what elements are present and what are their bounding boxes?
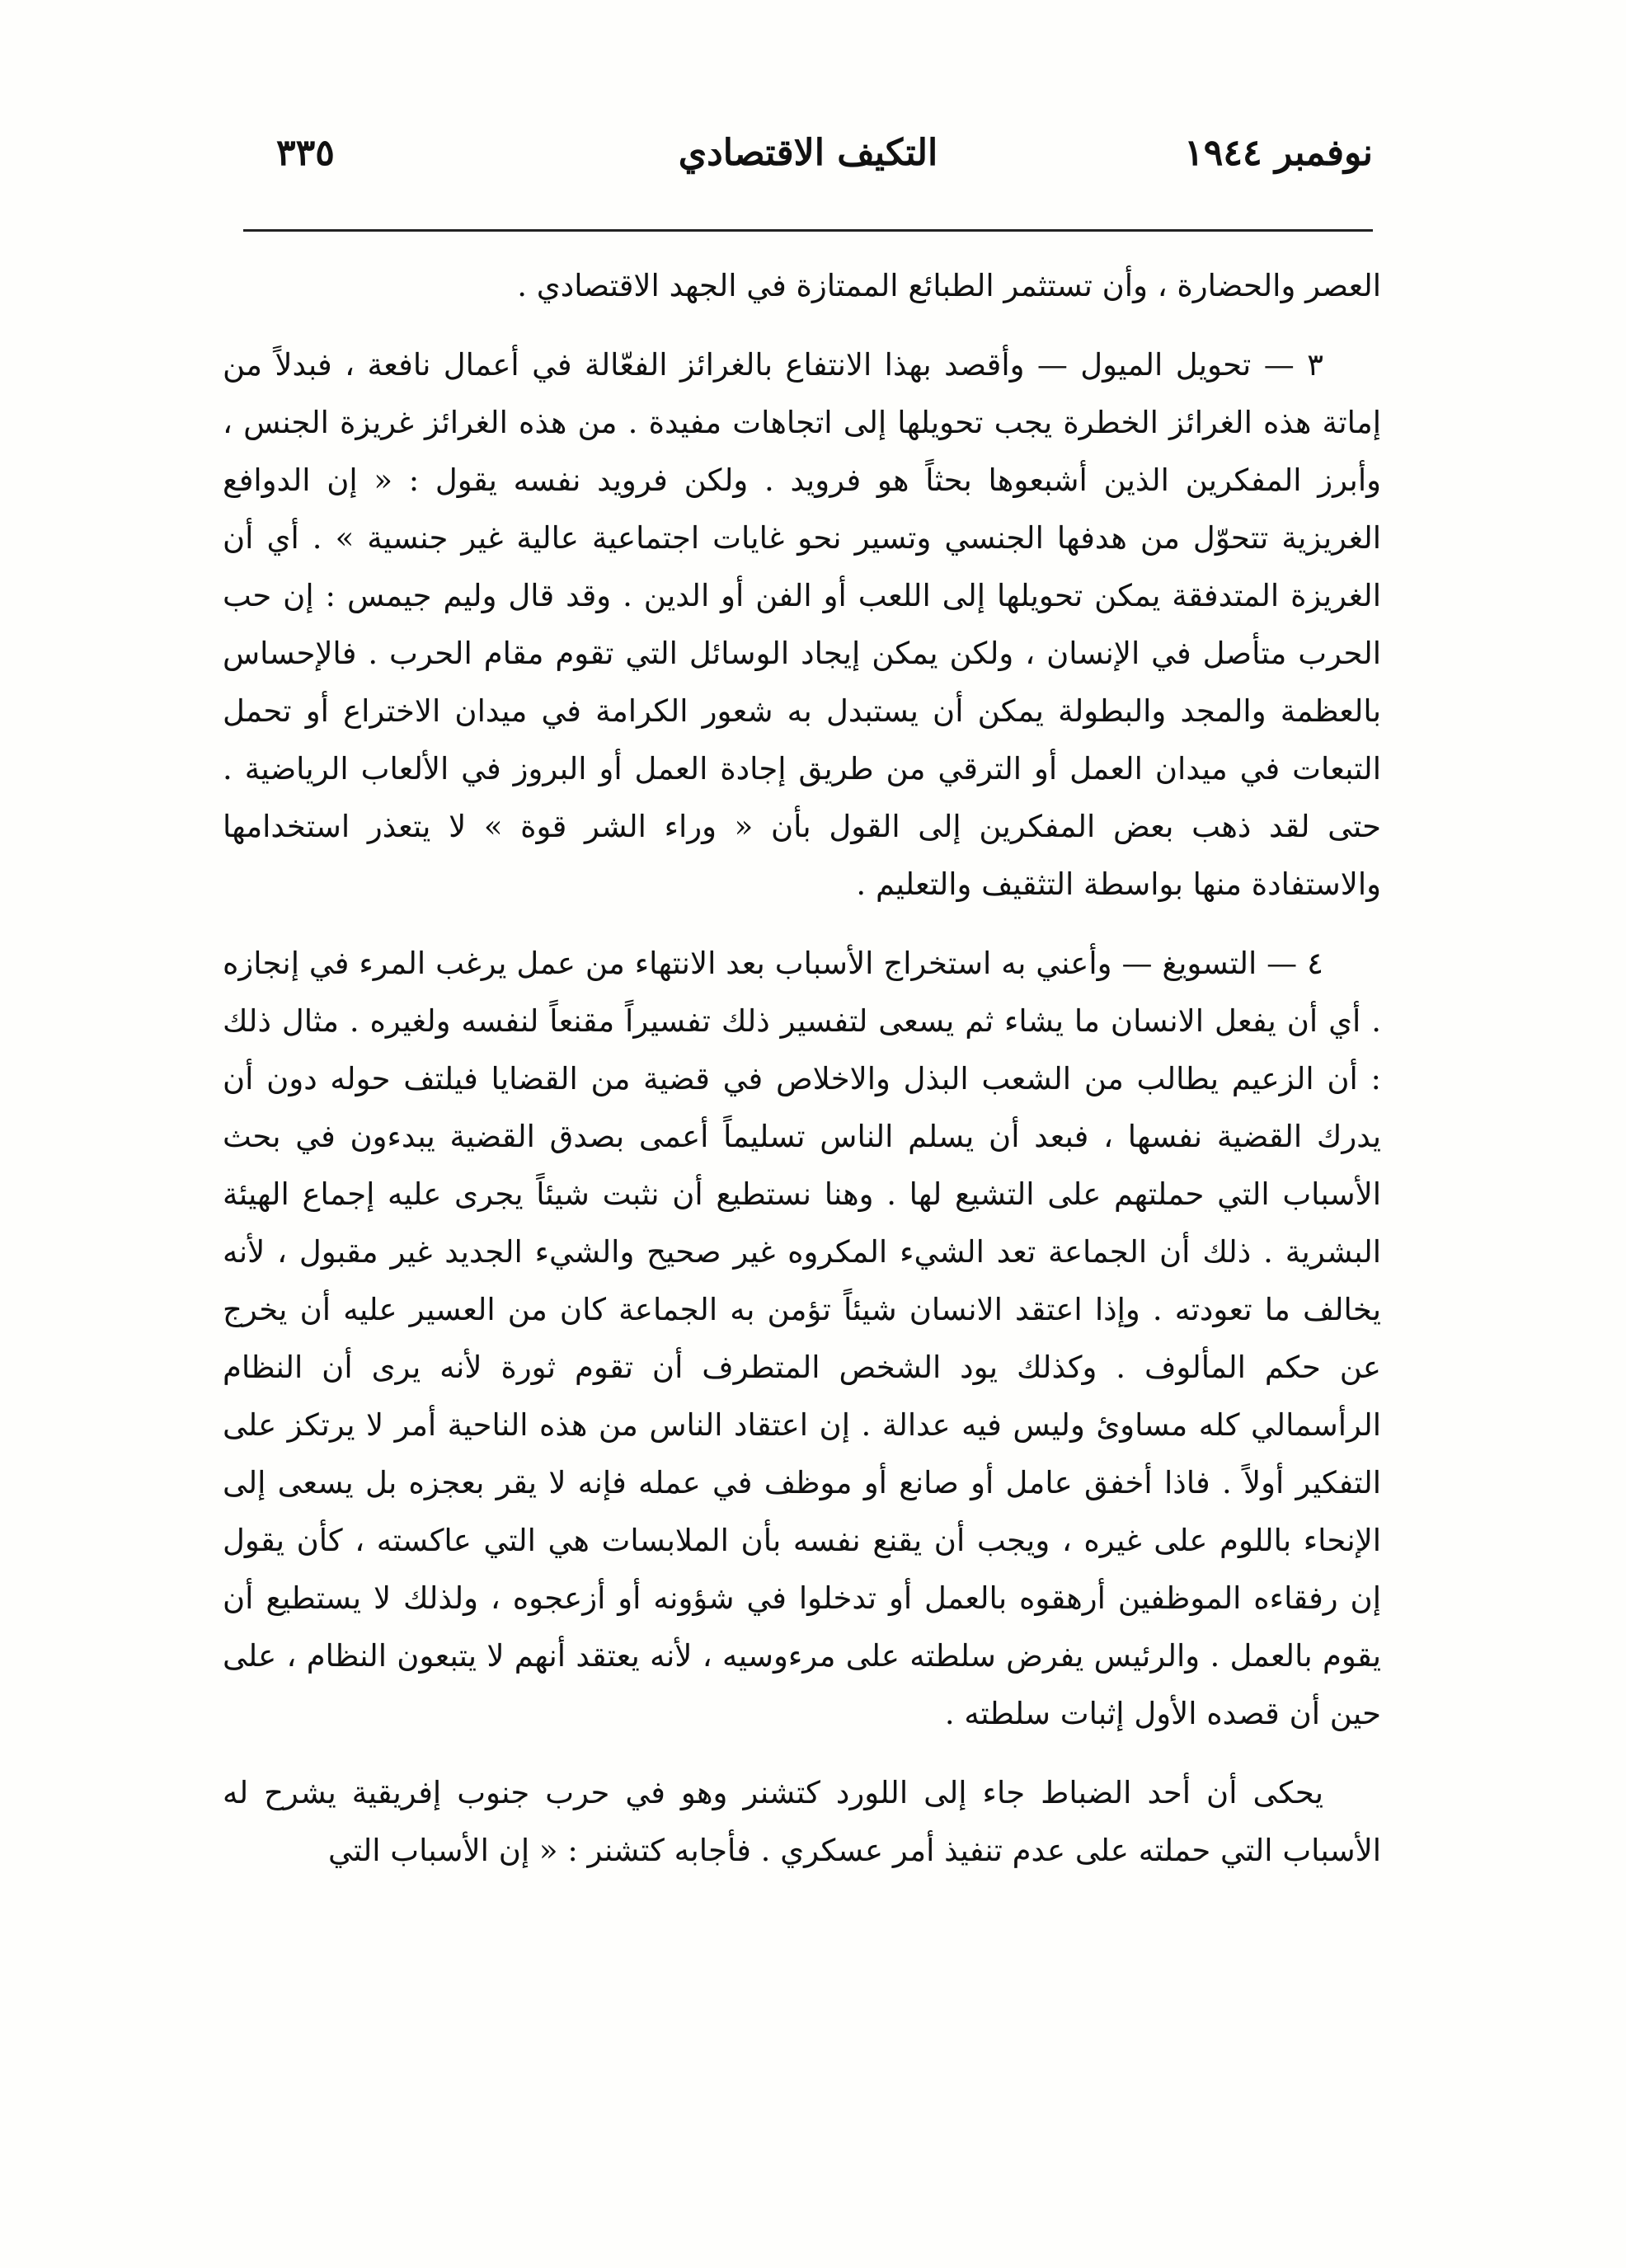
paragraph-item-3: ٣ — تحويل الميول — وأقصد بهذا الانتفاع بالغرائز الفعّالة في أعمال نافعة ، فبدلاً من إماتة هذه الغرائز الخطرة يجب تحويلها إلى اتجاهات مفيدة . من هذه الغرائز غريزة الجنس ، وأبرز المفكرين الذين أشبعوها بحثاً هو فرويد . ولكن فرويد نفسه يقول : « إن الدوافع الغريزية تتحوّل من هدفها الجنسي وتسير نحو غايات اجتماعية عالية غير جنسية » . أي أن الغريزة المتدفقة يمكن تحويلها إلى اللعب أو الفن أو الدين . وقد قال وليم جيمس : إن حب الحرب متأصل في الإنسان ، ولكن يمكن إيجاد الوسائل التي تقوم مقام الحرب . فالإحساس بالعظمة والمجد والبطولة يمكن أن يستبدل به شعور الكرامة في ميدان الاختراع أو تحمل التبعات في ميدان العمل أو الترقي من طريق إجادة العمل أو البروز في الألعاب الرياضية . حتى لقد ذهب بعض المفكرين إلى القول بأن « وراء الشر قوة » لا يتعذر استخدامها والاستفادة منها بواسطة التثقيف والتعليم . xyxy=(223,347,1381,902)
header-date: نوفمبر ١٩٤٤ xyxy=(1184,132,1373,174)
header-rule xyxy=(243,229,1373,232)
paragraph-item-4: ٤ — التسويغ — وأعني به استخراج الأسباب بعد الانتهاء من عمل يرغب المرء في إنجازه . أي أن يفعل الانسان ما يشاء ثم يسعى لتفسير ذلك تفسيراً مقنعاً لنفسه ولغيره . مثال ذلك : أن الزعيم يطالب من الشعب البذل والاخلاص في قضية من القضايا فيلتف حوله دون أن يدرك القضية نفسها ، فبعد أن يسلم الناس تسليماً أعمى بصدق القضية يبدءون في بحث الأسباب التي حملتهم على التشيع لها . وهنا نستطيع أن نثبت شيئاً يجرى عليه إجماع الهيئة البشرية . ذلك أن الجماعة تعد الشيء المكروه غير صحيح والشيء الجديد غير مقبول ، لأنه يخالف ما تعودته . وإذا اعتقد الانسان شيئاً تؤمن به الجماعة كان من العسير عليه أن يخرج عن حكم المألوف . وكذلك يود الشخص المتطرف أن تقوم ثورة لأنه يرى أن النظام الرأسمالي كله مساوئ وليس فيه عدالة . إن اعتقاد الناس من هذه الناحية أمر لا يرتكز على التفكير أولاً . فاذا أخفق عامل أو صانع أو موظف في عمله فإنه لا يقر بعجزه بل يسعى إلى الإنحاء باللوم على غيره ، ويجب أن يقنع نفسه بأن الملابسات هي التي عاكسته ، كأن يقول إن رفقاءه الموظفين أرهقوه بالعمل أو تدخلوا في شؤونه أو أزعجوه ، ولذلك لا يستطيع أن يقوم بالعمل . والرئيس يفرض سلطته على مرءوسيه ، لأنه يعتقد أنهم لا يتبعون النظام ، على حين أن قصده الأول إثبات سلطته . xyxy=(223,946,1381,1731)
page-number: ٣٣٥ xyxy=(276,132,335,174)
paragraph-anecdote: يحكى أن أحد الضباط جاء إلى اللورد كتشنر وهو في حرب جنوب إفريقية يشرح له الأسباب التي حملته على عدم تنفيذ أمر عسكري . فأجابه كتشنر : « إن الأسباب التي xyxy=(223,1775,1381,1868)
body-text xyxy=(223,257,1381,2178)
header-title: التكيف الاقتصادي xyxy=(678,132,938,174)
paragraph-continuation: العصر والحضارة ، وأن تستثمر الطبائع الممتازة في الجهد الاقتصادي . xyxy=(517,268,1381,303)
running-header xyxy=(243,132,1373,198)
